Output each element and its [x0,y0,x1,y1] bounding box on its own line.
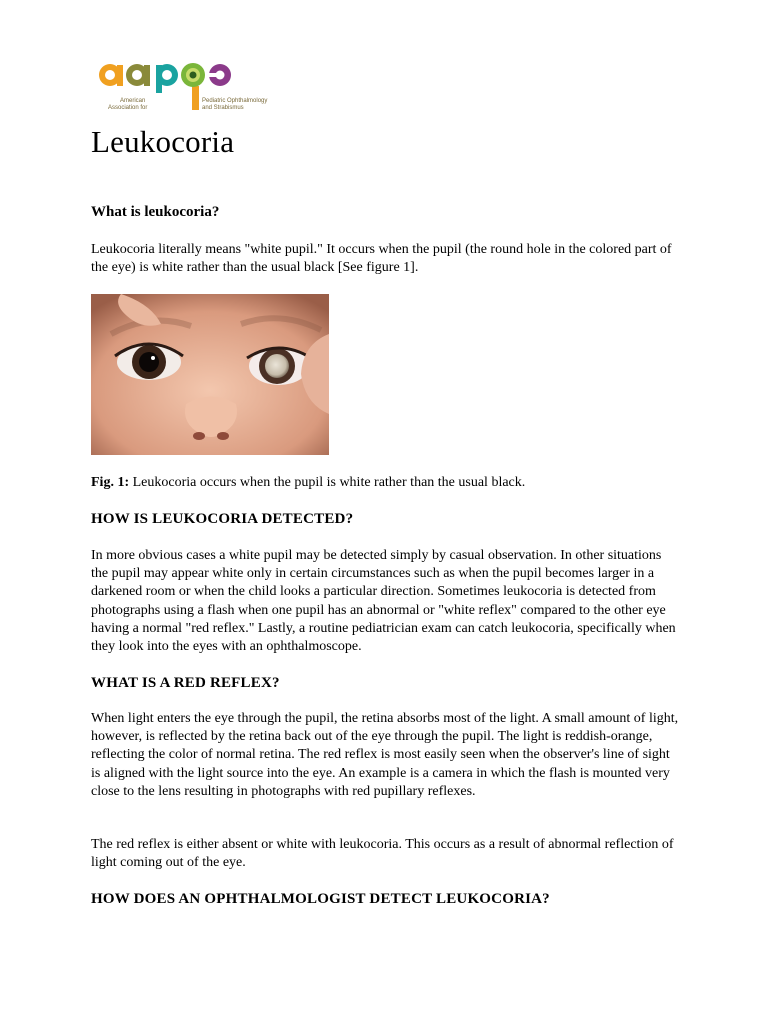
heading-red-reflex: WHAT IS A RED REFLEX? [91,675,280,691]
figure-caption [91,474,525,492]
heading-what-is-leukocoria: What is leukocoria? [91,204,220,220]
paragraph-definition: Leukocoria literally means "white pupil." It occurs when the pupil (the round hole in the colored part of the eye) is white rather than the usual black [See figure 1]. [91,242,672,276]
paragraph-red-reflex-1: When light enters the eye through the pupil, the retina absorbs most of the light. A small amount of light, however, is reflected by the retina back out of the eye through the pupil. The light is reddish-orange, reflecting the color of normal retina. The red reflex is most easily seen when the observer's line of sight is aligned with the light source into the eye. An example is a camera in which the flash is mounted very close to the lens resulting in photographs with red pupillary reflexes. [91,711,679,799]
logo-text-strabismus: and Strabismus [202,105,244,111]
logo-text-association: Association for [108,105,148,111]
paragraph-detection: In more obvious cases a white pupil may be detected simply by casual observation. In other situations the pupil may appear white only in certain circumstances such as when the pupil becomes larger in a darkened room or when the child looks a particular direction. Sometimes leukocoria is detected from photographs using a flash when one pupil has an abnormal or "white reflex" compared to the other eye having a normal "red reflex." Lastly, a routine pediatrician exam can catch leukocoria, specifically when they look into the eyes with an ophthalmoscope. [91,548,676,655]
aapos-logo [96,58,268,116]
caption-text: Leukocoria occurs when the pupil is white rather than the usual black. [129,475,526,490]
logo-text-pediatric: Pediatric Ophthalmology [202,98,268,104]
heading-ophthalmologist-detect: HOW DOES AN OPHTHALMOLOGIST DETECT LEUKOCORIA? [91,891,550,907]
caption-label: Fig. 1: [91,475,130,490]
paragraph-red-reflex-2: The red reflex is either absent or white with leukocoria. This occurs as a result of abnormal reflection of light coming out of the eye. [91,837,674,871]
child-eyes-photo [91,294,329,455]
logo-text-american: American [120,98,146,104]
page-title: Leukocoria [91,124,235,159]
heading-how-detected: HOW IS LEUKOCORIA DETECTED? [91,511,354,527]
